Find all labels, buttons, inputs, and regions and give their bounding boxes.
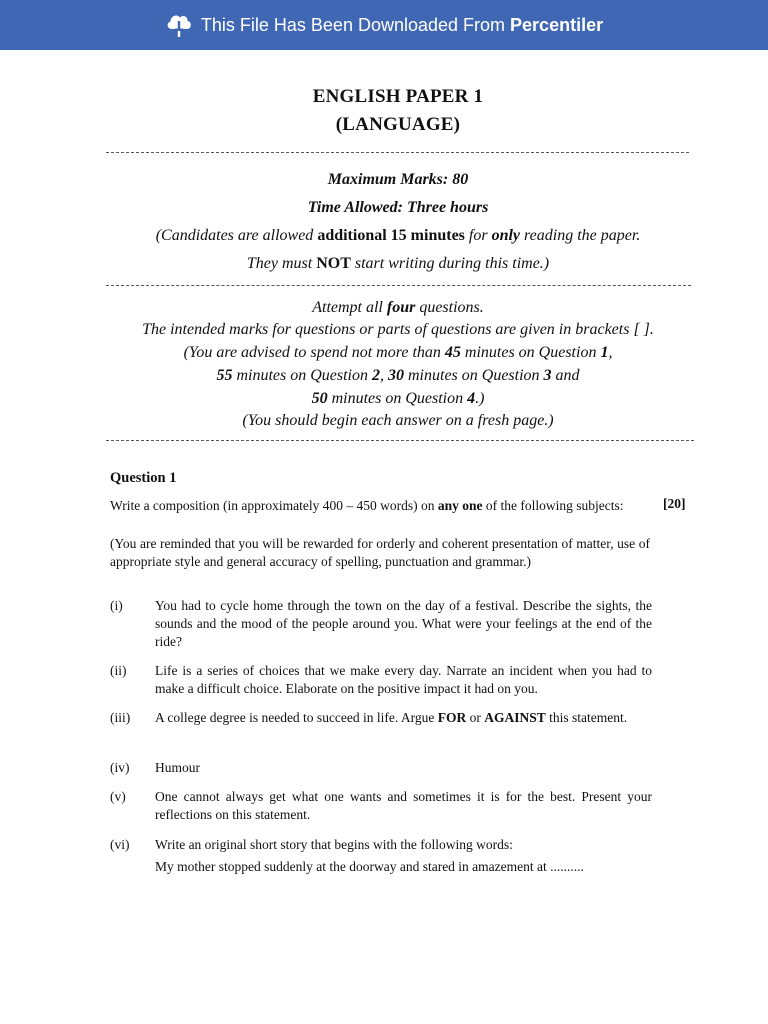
attempt-instruction: Attempt all four questions. — [312, 299, 484, 316]
option-item — [110, 836, 652, 876]
banner-text: This File Has Been Downloaded From — [200, 14, 506, 35]
option-text: Humour — [155, 760, 200, 775]
option-number: (ii) — [110, 663, 127, 678]
exam-page — [0, 50, 768, 1024]
question-marks: [20] — [663, 496, 686, 511]
option-text: You had to cycle home through the town on the day of a festival. Describe the sights, the sounds and the mood of the people around you. What were your feelings at the end of the ride? — [155, 598, 652, 649]
time-advice-1: (You are advised to spend not more than 45 minutes on Question 1, — [183, 344, 613, 361]
divider — [106, 152, 689, 153]
divider — [106, 285, 691, 286]
option-number: (iii) — [110, 710, 131, 725]
question-heading: Question 1 — [110, 470, 177, 486]
question-prompt: Write a composition (in approximately 400 – 450 words) on any one of the following subjects: — [110, 498, 624, 513]
max-marks: Maximum Marks: 80 — [327, 171, 469, 188]
option-text: One cannot always get what one wants and sometimes it is for the best. Present your reflections on this statement. — [155, 789, 652, 822]
reading-time-note: (Candidates are allowed additional 15 minutes for only reading the paper. — [155, 227, 641, 244]
story-opening-line: My mother stopped suddenly at the doorway and stared in amazement at .......... — [155, 859, 584, 874]
time-advice-3: 50 minutes on Question 4.) — [311, 390, 485, 407]
marks-note: The intended marks for questions or parts of questions are given in brackets [ ]. — [142, 321, 654, 338]
download-banner[interactable] — [0, 0, 768, 50]
option-number: (iv) — [110, 760, 130, 775]
fresh-page-note: (You should begin each answer on a fresh page.) — [242, 412, 554, 429]
option-text: A college degree is needed to succeed in life. Argue FOR or AGAINST this statement. — [155, 710, 628, 725]
time-allowed: Time Allowed: Three hours — [307, 199, 489, 216]
option-item — [110, 788, 652, 824]
option-item — [110, 759, 652, 777]
option-item — [110, 597, 652, 651]
option-text: Life is a series of choices that we make every day. Narrate an incident when you had to make a difficult choice. Elaborate on the positive impact it had on you. — [155, 663, 652, 696]
presentation-note: (You are reminded that you will be rewarded for orderly and coherent presentation of matter, use of appropriate style and general accuracy of spelling, punctuation and grammar.) — [110, 536, 650, 569]
banner-brand[interactable]: Percentiler — [510, 14, 604, 35]
option-number: (vi) — [110, 837, 130, 852]
option-item — [110, 662, 652, 698]
divider — [106, 440, 694, 441]
time-advice-2: 55 minutes on Question 2, 30 minutes on Question 3 and — [216, 367, 580, 384]
no-writing-note: They must NOT start writing during this time.) — [246, 255, 550, 272]
cloud-download-icon — [165, 12, 193, 38]
option-text: Write an original short story that begins with the following words: — [155, 837, 513, 852]
option-number: (v) — [110, 789, 126, 804]
option-number: (i) — [110, 598, 123, 613]
option-item — [110, 709, 652, 727]
paper-subtitle: (LANGUAGE) — [335, 114, 461, 135]
paper-title: ENGLISH PAPER 1 — [312, 86, 484, 107]
